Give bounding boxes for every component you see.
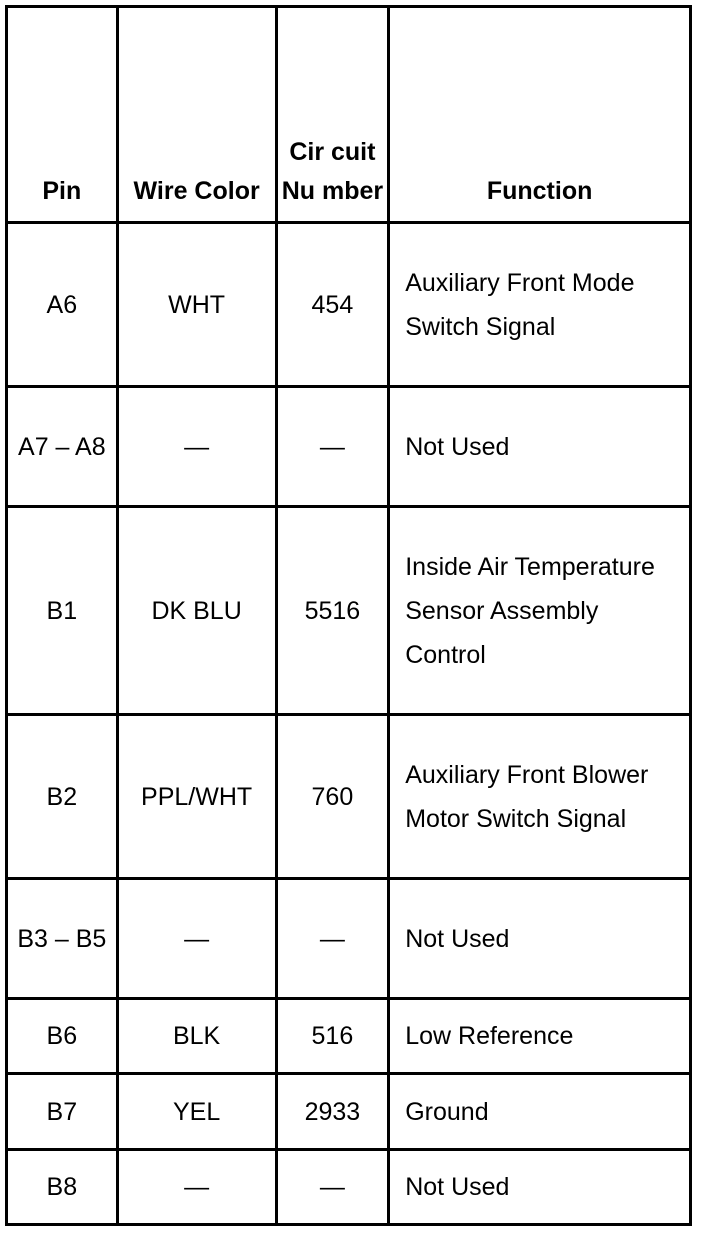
pin-cell: B6 <box>7 999 118 1074</box>
wire-color-cell: — <box>117 387 276 507</box>
circuit-cell: 516 <box>276 999 389 1074</box>
function-cell: Not Used <box>389 879 691 999</box>
circuit-cell: — <box>276 387 389 507</box>
pin-cell: B1 <box>7 507 118 715</box>
table-row <box>7 1150 691 1225</box>
table-row <box>7 879 691 999</box>
wire-color-cell: DK BLU <box>117 507 276 715</box>
connector-pinout-table <box>5 5 692 1226</box>
function-cell: Ground <box>389 1074 691 1150</box>
circuit-cell: — <box>276 879 389 999</box>
circuit-cell: 2933 <box>276 1074 389 1150</box>
pin-cell: A6 <box>7 223 118 387</box>
table-row <box>7 715 691 879</box>
pin-cell: B3 – B5 <box>7 879 118 999</box>
wire-color-cell: WHT <box>117 223 276 387</box>
pin-cell: B8 <box>7 1150 118 1225</box>
wire-color-cell: — <box>117 1150 276 1225</box>
pin-cell: A7 – A8 <box>7 387 118 507</box>
table-row <box>7 507 691 715</box>
header-function: Function <box>389 7 691 223</box>
header-pin: Pin <box>7 7 118 223</box>
table-row <box>7 999 691 1074</box>
function-cell: Low Reference <box>389 999 691 1074</box>
pin-cell: B2 <box>7 715 118 879</box>
function-cell: Not Used <box>389 1150 691 1225</box>
wire-color-cell: — <box>117 879 276 999</box>
circuit-cell: — <box>276 1150 389 1225</box>
pinout-table <box>5 5 692 1226</box>
header-circuit-number: Cir cuit Nu mber <box>276 7 389 223</box>
circuit-cell: 760 <box>276 715 389 879</box>
function-cell: Auxiliary Front Blower Motor Switch Signal <box>389 715 691 879</box>
table-row <box>7 1074 691 1150</box>
circuit-cell: 454 <box>276 223 389 387</box>
function-cell: Not Used <box>389 387 691 507</box>
wire-color-cell: YEL <box>117 1074 276 1150</box>
pin-cell: B7 <box>7 1074 118 1150</box>
function-cell: Auxiliary Front Mode Switch Signal <box>389 223 691 387</box>
header-row <box>7 7 691 223</box>
circuit-cell: 5516 <box>276 507 389 715</box>
wire-color-cell: PPL/WHT <box>117 715 276 879</box>
table-row <box>7 223 691 387</box>
table-row <box>7 387 691 507</box>
function-cell: Inside Air Temperature Sensor Assembly Control <box>389 507 691 715</box>
header-wire-color: Wire Color <box>117 7 276 223</box>
wire-color-cell: BLK <box>117 999 276 1074</box>
